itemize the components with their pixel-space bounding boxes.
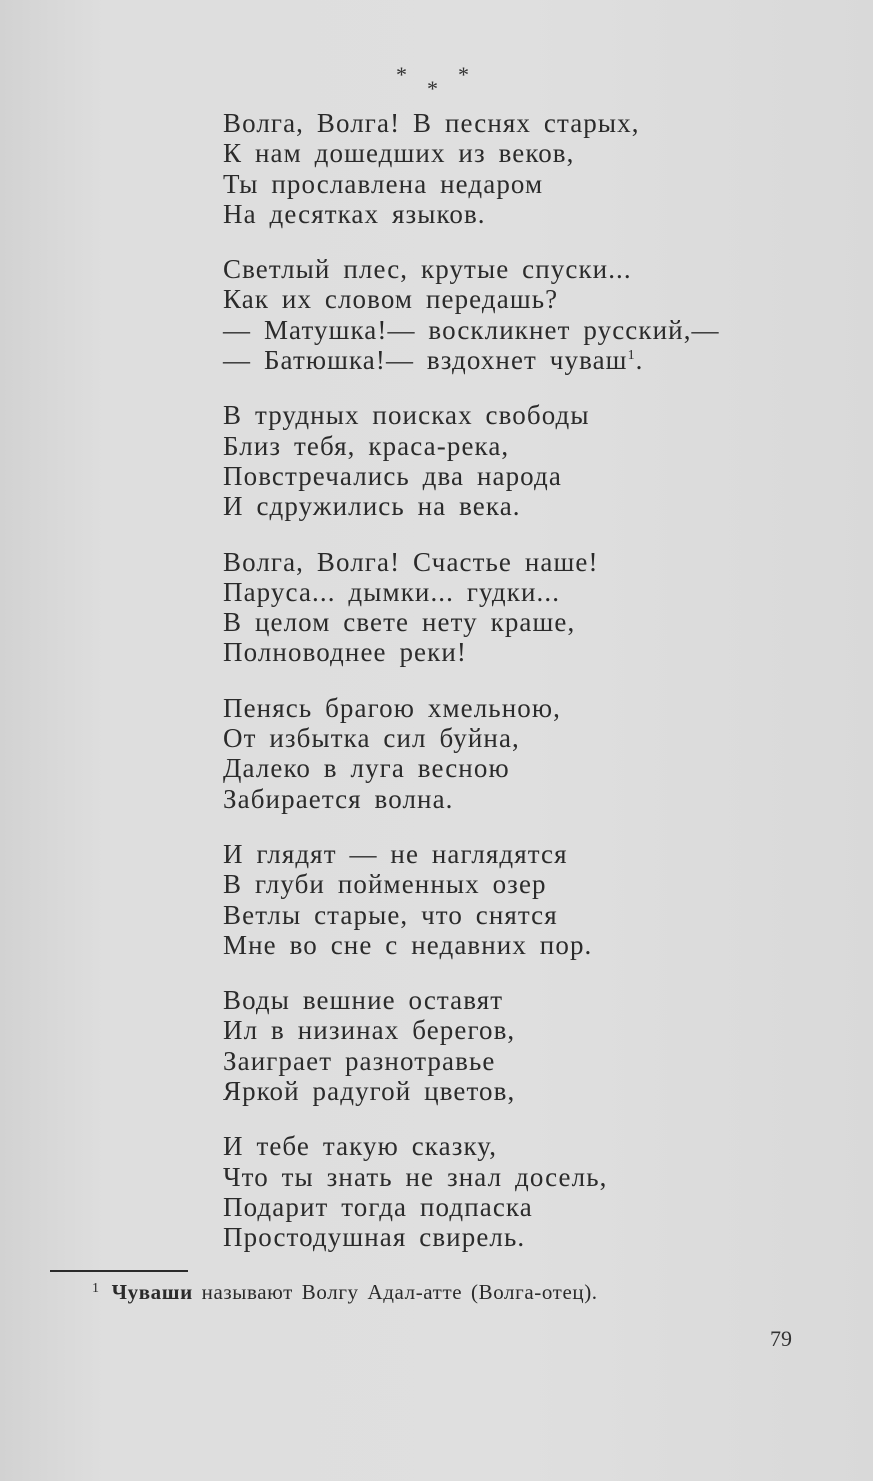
stanza-3 [223,400,783,521]
poem-line: Близ тебя, краса-река, [223,430,510,461]
poem-line: К нам дошедших из веков, [223,138,575,169]
footnote-lead: Чуваши [111,1280,193,1304]
footnote [92,1280,598,1305]
stanza-6 [223,839,783,960]
poem-line: Далеко в луга весною [223,753,510,784]
footnote-marker: 1 [92,1281,100,1296]
stanza-7 [223,985,783,1106]
poem-line: В глуби пойменных озер [223,869,547,900]
poem-line: В трудных поисках свободы [223,400,590,431]
poem-line: Ил в низинах берегов, [223,1015,516,1046]
poem-line: Ты прославлена недаром [223,168,544,199]
stanza-2 [223,254,783,375]
poem-line: И сдружились на века. [223,491,521,522]
poem-line: Как их словом передашь? [223,284,559,315]
poem-line: — Матушка!— воскликнет русский,— [223,314,720,345]
poem-line: Пенясь брагою хмельною, [223,692,561,723]
asterisk: * [458,62,469,87]
poem-line-punctuation: . [635,345,644,376]
footnote-divider [50,1270,188,1272]
asterisk: * [427,76,438,101]
poem-line: Волга, Волга! В песнях старых, [223,108,640,138]
poem-line: Воды вешние оставят [223,985,504,1016]
poem-line: Ветлы старые, что снятся [223,899,558,930]
stanza-5 [223,693,783,814]
asterism-divider [396,60,476,100]
footnote-reference: 1 [627,348,636,364]
poem-line: И тебе такую сказку, [223,1131,498,1162]
stanza-1 [223,108,783,229]
poem-line-with-footnote [223,345,783,375]
poem-line: Яркой радугой цветов, [223,1076,516,1107]
stanza-4 [223,547,783,668]
page-number: 79 [770,1326,792,1351]
poem-line: Светлый плес, крутые спуски... [223,254,632,285]
poem-line: Подарит тогда подпаска [223,1191,533,1222]
poem-line: И глядят — не наглядятся [223,838,568,869]
asterisk: * [396,62,407,87]
poem-line-text: — Батюшка!— вздохнет чуваш [223,345,628,376]
poem-line: На десятках языков. [223,198,486,229]
poem-line: В целом свете нету краше, [223,607,576,638]
footnote-text: называют Волгу Адал-атте (Волга-отец). [192,1280,598,1304]
stanza-8 [223,1131,783,1252]
poem-line: Что ты знать не знал досель, [223,1161,608,1192]
poem-line: Повстречались два народа [223,460,562,491]
poem [223,108,783,1278]
poem-line: Заиграет разнотравье [223,1045,496,1076]
poem-line: Забирается волна. [223,783,454,814]
poem-line: От избытка сил буйна, [223,723,520,754]
poem-line: Простодушная свирель. [223,1222,526,1253]
poem-line: Паруса... дымки... гудки... [223,576,561,607]
poem-line: Волга, Волга! Счастье наше! [223,546,599,577]
poem-line: Полноводнее реки! [223,637,467,668]
poem-line: Мне во сне с недавних пор. [223,929,593,960]
